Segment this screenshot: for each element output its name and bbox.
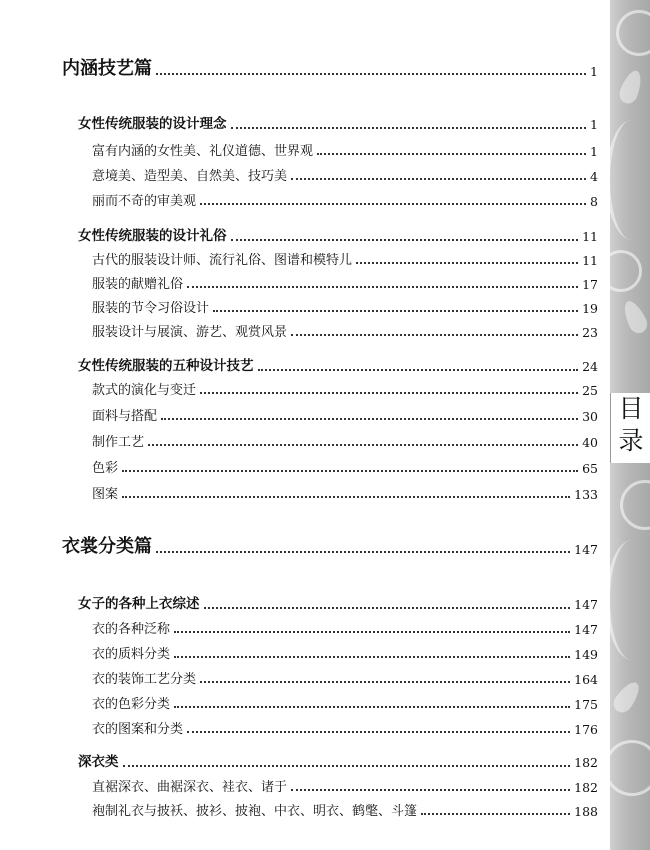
dot-leader	[161, 414, 578, 420]
dot-leader	[174, 652, 570, 658]
dot-leader	[187, 727, 570, 733]
toc-entry-title: 色彩	[92, 461, 119, 476]
toc-entry-chapter[interactable]	[78, 118, 598, 132]
dot-leader	[122, 492, 570, 498]
toc-entry-title: 女性传统服装的设计理念	[78, 116, 227, 132]
dot-leader	[148, 440, 578, 446]
toc-entry-part[interactable]	[62, 538, 598, 556]
contents-side-tab	[610, 393, 650, 463]
toc-entry-page: 65	[582, 460, 598, 476]
toc-entry-page: 40	[582, 434, 598, 450]
toc-entry-title: 女子的各种上衣综述	[78, 596, 200, 612]
dot-leader	[291, 785, 570, 791]
toc-entry-title: 意境美、造型美、自然美、技巧美	[92, 169, 288, 184]
toc-entry-section[interactable]	[92, 723, 598, 736]
dot-leader	[421, 809, 570, 815]
toc-entry-page: 175	[574, 696, 598, 712]
dot-leader	[213, 306, 578, 312]
toc-entry-title: 古代的服装设计师、流行礼俗、图谱和模特儿	[92, 253, 353, 268]
toc-entry-section[interactable]	[92, 145, 598, 158]
toc-entry-page: 182	[574, 755, 598, 770]
toc-entry-section[interactable]	[92, 623, 598, 636]
toc-entry-section[interactable]	[92, 436, 598, 449]
toc-entry-title: 内涵技艺篇	[62, 58, 152, 79]
toc-entry-chapter[interactable]	[78, 598, 598, 612]
toc-entry-page: 30	[582, 408, 598, 424]
toc-entry-title: 衣的质料分类	[92, 647, 171, 662]
toc-entry-page: 11	[582, 229, 598, 244]
toc-entry-section[interactable]	[92, 781, 598, 794]
toc-entry-chapter[interactable]	[78, 360, 598, 374]
toc-entry-page: 17	[582, 276, 598, 292]
toc-entry-page: 133	[574, 486, 598, 502]
toc-entry-part[interactable]	[62, 60, 598, 78]
dot-leader	[174, 627, 570, 633]
dot-leader	[200, 199, 586, 205]
toc-entry-section[interactable]	[92, 278, 598, 291]
toc-entry-title: 袍制礼衣与披袄、披衫、披袍、中衣、明衣、鹤氅、斗篷	[92, 804, 418, 819]
dot-leader	[187, 282, 578, 288]
toc-entry-page: 147	[574, 621, 598, 637]
dot-leader	[200, 388, 578, 394]
toc-entry-title: 制作工艺	[92, 435, 145, 450]
toc-entry-section[interactable]	[92, 488, 598, 501]
toc-entry-page: 149	[574, 646, 598, 662]
toc-entry-title: 图案	[92, 487, 119, 502]
dot-leader	[174, 702, 570, 708]
toc-entry-title: 丽而不奇的审美观	[92, 194, 197, 209]
toc-entry-section[interactable]	[92, 648, 598, 661]
toc-entry-title: 衣裳分类篇	[62, 536, 152, 557]
toc-entry-section[interactable]	[92, 326, 598, 339]
toc-entry-page: 11	[582, 252, 598, 268]
dot-leader	[231, 123, 587, 129]
dot-leader	[204, 603, 571, 609]
dot-leader	[156, 69, 586, 75]
toc-entry-section[interactable]	[92, 195, 598, 208]
dot-leader	[291, 330, 578, 336]
toc-entry-page: 1	[590, 117, 598, 132]
toc-entry-page: 8	[590, 193, 598, 209]
toc-entry-page: 25	[582, 382, 598, 398]
toc-entry-title: 衣的图案和分类	[92, 722, 184, 737]
dot-leader	[317, 149, 586, 155]
toc-entry-title: 直裾深衣、曲裾深衣、袿衣、诸于	[92, 780, 288, 795]
dot-leader	[356, 258, 578, 264]
toc-entry-title: 深衣类	[78, 754, 119, 770]
toc-entry-page: 188	[574, 803, 598, 819]
toc-entry-title: 女性传统服装的五种设计技艺	[78, 358, 254, 374]
toc-entry-page: 19	[582, 300, 598, 316]
dot-leader	[231, 235, 579, 241]
toc-entry-title: 女性传统服装的设计礼俗	[78, 228, 227, 244]
toc-entry-section[interactable]	[92, 462, 598, 475]
toc-entry-page: 1	[590, 143, 598, 159]
dot-leader	[258, 365, 579, 371]
toc-entry-page: 1	[590, 63, 598, 79]
toc-entry-section[interactable]	[92, 805, 598, 818]
toc-entry-title: 衣的各种泛称	[92, 622, 171, 637]
toc-entry-page: 147	[574, 597, 598, 612]
toc-entry-title: 富有内涵的女性美、礼仪道德、世界观	[92, 144, 314, 159]
toc-entry-page: 23	[582, 324, 598, 340]
toc-entry-page: 182	[574, 779, 598, 795]
toc-entry-chapter[interactable]	[78, 230, 598, 244]
toc-entry-page: 176	[574, 721, 598, 737]
toc-entry-section[interactable]	[92, 698, 598, 711]
toc-entry-section[interactable]	[92, 254, 598, 267]
dot-leader	[122, 466, 578, 472]
toc-entry-title: 服装设计与展演、游艺、观赏风景	[92, 325, 288, 340]
toc-entry-title: 衣的色彩分类	[92, 697, 171, 712]
toc-entry-page: 24	[582, 359, 598, 374]
side-tab-char: 目	[618, 394, 644, 423]
side-tab-char: 录	[618, 426, 644, 455]
toc-entry-title: 款式的演化与变迁	[92, 383, 197, 398]
toc-entry-title: 服装的献赠礼俗	[92, 277, 184, 292]
toc-entry-title: 面料与搭配	[92, 409, 158, 424]
dot-leader	[123, 761, 571, 767]
toc-entry-section[interactable]	[92, 170, 598, 183]
toc-entry-section[interactable]	[92, 673, 598, 686]
toc-entry-section[interactable]	[92, 384, 598, 397]
toc-entry-chapter[interactable]	[78, 756, 598, 770]
toc-entry-title: 衣的装饰工艺分类	[92, 672, 197, 687]
dot-leader	[156, 547, 570, 553]
toc-entry-page: 4	[590, 168, 598, 184]
toc-entry-section[interactable]	[92, 410, 598, 423]
toc-entry-page: 147	[574, 541, 598, 557]
toc-entry-page: 164	[574, 671, 598, 687]
dot-leader	[200, 677, 570, 683]
dot-leader	[291, 174, 586, 180]
toc-entry-title: 服装的节令习俗设计	[92, 301, 210, 316]
toc-entry-section[interactable]	[92, 302, 598, 315]
